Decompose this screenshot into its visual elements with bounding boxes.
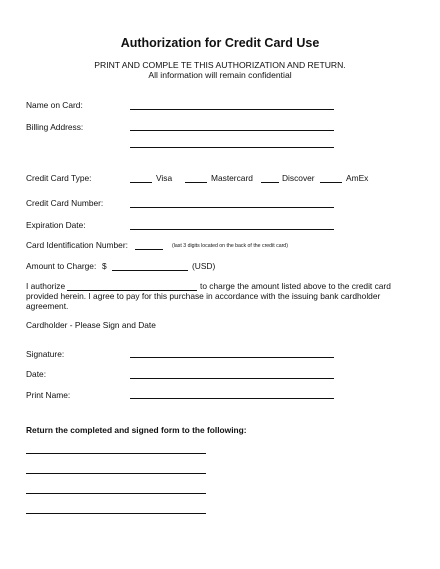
amex-checkbox-line[interactable]: [320, 182, 342, 183]
billing-address-field-2[interactable]: [130, 147, 334, 148]
date-label: Date:: [26, 369, 47, 379]
amount-label: Amount to Charge:: [26, 261, 97, 271]
card-id-label: Card Identification Number:: [26, 240, 128, 250]
return-address-line-2[interactable]: [26, 473, 206, 474]
name-on-card-label: Name on Card:: [26, 100, 83, 110]
discover-option: Discover: [282, 173, 315, 183]
expiration-label: Expiration Date:: [26, 220, 86, 230]
amex-option: AmEx: [346, 173, 369, 183]
return-heading: Return the completed and signed form to the following:: [26, 425, 247, 435]
billing-address-field-1[interactable]: [130, 130, 334, 131]
cardholder-heading: Cardholder - Please Sign and Date: [26, 320, 156, 330]
confidential-note: All information will remain confidential: [148, 70, 292, 80]
print-name-field[interactable]: [130, 398, 334, 399]
card-id-note: (last 3 digits located on the back of the credit card): [172, 243, 288, 249]
instructions-line: PRINT AND COMPLE TE THIS AUTHORIZATION AND RETURN.: [94, 60, 346, 70]
dollar-sign: $: [102, 261, 107, 271]
page-title: Authorization for Credit Card Use: [120, 36, 320, 50]
return-address-line-4[interactable]: [26, 513, 206, 514]
currency-label: (USD): [192, 261, 216, 271]
expiration-field[interactable]: [130, 229, 334, 230]
return-address-line-3[interactable]: [26, 493, 206, 494]
discover-checkbox-line[interactable]: [261, 182, 279, 183]
mastercard-option: Mastercard: [211, 173, 253, 183]
amount-field[interactable]: [112, 270, 188, 271]
return-address-line-1[interactable]: [26, 453, 206, 454]
card-number-field[interactable]: [130, 207, 334, 208]
signature-field[interactable]: [130, 357, 334, 358]
authorize-start: I authorize: [26, 281, 66, 291]
date-field[interactable]: [130, 378, 334, 379]
mastercard-checkbox-line[interactable]: [185, 182, 207, 183]
authorize-end: to charge the amount listed above to the credit card: [200, 281, 391, 291]
print-name-label: Print Name:: [26, 390, 71, 400]
name-on-card-field[interactable]: [130, 109, 334, 110]
billing-address-label: Billing Address:: [26, 122, 84, 132]
visa-checkbox-line[interactable]: [130, 182, 152, 183]
signature-label: Signature:: [26, 349, 65, 359]
card-number-label: Credit Card Number:: [26, 198, 104, 208]
visa-option: Visa: [156, 173, 173, 183]
authorize-agreement: provided herein. I agree to pay for this purchase in accordance with the issuing bank cardholder agreement.: [26, 291, 381, 312]
card-type-label: Credit Card Type:: [26, 173, 92, 183]
card-id-field[interactable]: [135, 249, 163, 250]
